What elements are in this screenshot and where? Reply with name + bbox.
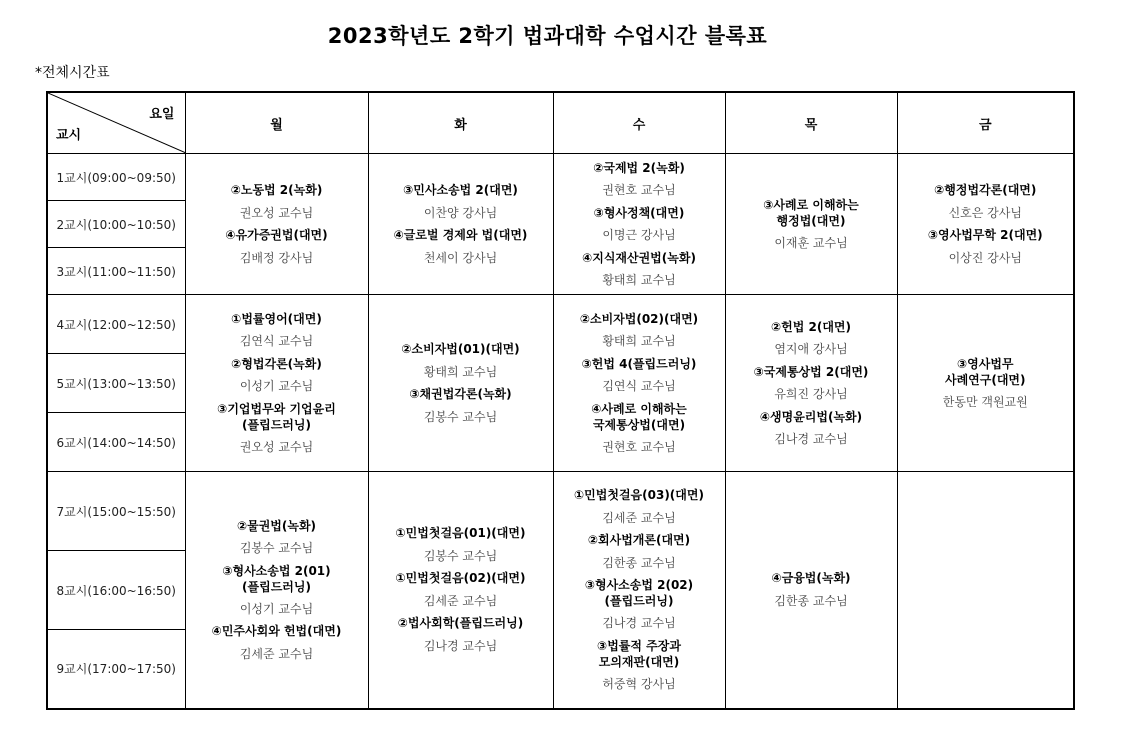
course-name: ③채권법각론(녹화): [409, 387, 512, 401]
instructor-name: 김한종 교수님: [774, 593, 848, 608]
course-name-line1: ③법률적 주장과: [597, 638, 681, 653]
course-name: [898, 353, 1074, 391]
block-cell: [897, 472, 1074, 709]
instructor-name: 이찬양 강사님: [423, 205, 498, 220]
day-header-mon: 월: [185, 92, 368, 154]
block-cell: [725, 472, 897, 709]
period-label: 3교시(11:00~11:50): [47, 248, 185, 295]
course-name: ②소비자법(02)(대면): [579, 311, 699, 326]
course-name: ④금융법(녹화): [771, 571, 851, 586]
day-header-wed: 수: [553, 92, 725, 154]
period-label: 5교시(13:00~13:50): [47, 354, 185, 413]
instructor-name: 김세준 교수님: [602, 510, 676, 525]
page-title: 2023학년도 2학기 법과대학 수업시간 블록표: [327, 24, 768, 48]
block-cell: [368, 154, 553, 295]
course-name: [186, 560, 368, 598]
course-name: ③국제통상법 2(대면): [753, 364, 869, 379]
course-name: ②물권법(녹화): [236, 518, 317, 533]
instructor-name: 김나경 교수님: [423, 638, 498, 653]
course-name: ②행정법각론(대면): [934, 183, 1037, 197]
course-name: ④유가증권법(대면): [225, 228, 328, 242]
block-cell: [725, 154, 897, 295]
instructor-name: 황태희 교수님: [602, 273, 676, 287]
corner-diagonal: [48, 93, 185, 153]
block-cell: [897, 154, 1074, 295]
course-name: ②국제법 2(녹화): [593, 160, 685, 175]
instructor-name: 김봉수 교수님: [423, 548, 498, 563]
instructor-name: 권현호 교수님: [602, 439, 676, 454]
course-name: ①민법첫걸음(03)(대면): [574, 488, 704, 503]
instructor-name: 김한종 교수님: [602, 555, 676, 570]
page-subtitle: *전체시간표: [35, 65, 110, 81]
course-name: [554, 574, 725, 612]
block-cell: [553, 472, 725, 709]
instructor-name: 김연식 교수님: [602, 379, 676, 394]
course-name: ②회사법개론(대면): [587, 533, 691, 548]
instructor-name: 천세이 강사님: [423, 250, 498, 265]
block-cell: [553, 154, 725, 295]
course-name: ③민사소송법 2(대면): [403, 183, 518, 197]
instructor-name: 유희진 강사님: [774, 387, 848, 401]
timetable: [46, 91, 1075, 710]
block-cell: [725, 295, 897, 472]
course-name-line2: 사례연구(대면): [944, 372, 1026, 387]
instructor-name: 김봉수 교수님: [423, 409, 498, 424]
course-name: ①민법첫걸음(01)(대면): [395, 526, 526, 541]
instructor-name: 김나경 교수님: [774, 432, 848, 446]
course-name: ④민주사회와 헌법(대면): [211, 624, 342, 638]
block-cell: [185, 154, 368, 295]
period-row: [47, 295, 1074, 354]
course-name: ②소비자법(01)(대면): [401, 342, 520, 356]
period-label: 4교시(12:00~12:50): [47, 295, 185, 354]
day-header-thu: 목: [725, 92, 897, 154]
course-name-line2: 행정법(대면): [776, 213, 846, 228]
block-cell: [185, 472, 368, 709]
instructor-name: 이성기 교수님: [239, 379, 314, 394]
period-label: 9교시(17:00~17:50): [47, 630, 185, 709]
course-name-line2: 국제통상법(대면): [592, 417, 686, 432]
course-name: ③형사정책(대면): [593, 205, 685, 220]
course-name-line1: ④사례로 이해하는: [591, 401, 687, 416]
block-cell: [368, 472, 553, 709]
course-name-line1: ③영사법무: [956, 356, 1014, 371]
course-name-line1: ③형사소송법 2(01): [222, 563, 331, 578]
block-cell: [368, 295, 553, 472]
instructor-name: 황태희 교수님: [602, 334, 676, 349]
instructor-name: 김봉수 교수님: [239, 541, 314, 555]
instructor-name: 김배정 강사님: [239, 250, 314, 265]
period-label: 2교시(10:00~10:50): [47, 201, 185, 248]
period-row: [47, 154, 1074, 201]
period-label: 7교시(15:00~15:50): [47, 472, 185, 551]
period-row: [47, 472, 1074, 551]
instructor-name: 권오성 교수님: [239, 205, 314, 220]
instructor-name: 김세준 교수님: [239, 646, 314, 661]
day-header-tue: 화: [368, 92, 553, 154]
course-name: ①민법첫걸음(02)(대면): [395, 571, 526, 586]
course-name: ②노동법 2(녹화): [230, 183, 323, 197]
instructor-name: 신호은 강사님: [948, 205, 1022, 220]
course-name: ③헌법 4(플립드러닝): [581, 356, 697, 371]
instructor-name: 이재훈 교수님: [774, 235, 848, 250]
course-name: ②법사회학(플립드러닝): [397, 616, 524, 631]
instructor-name: 이상진 강사님: [948, 250, 1022, 265]
course-name-line2: (플립드러닝): [242, 417, 311, 432]
course-name: ④글로벌 경제와 법(대면): [393, 228, 528, 242]
course-name: [554, 398, 725, 436]
course-name-line1: ③사례로 이해하는: [763, 197, 859, 212]
course-name: ④지식재산권법(녹화): [582, 250, 696, 265]
instructor-name: 한동만 객원교원: [942, 394, 1028, 409]
course-name-line1: ③기업법무와 기업윤리: [217, 401, 336, 416]
course-name: ②형법각론(녹화): [231, 356, 322, 371]
course-name-line2: (플립드러닝): [604, 594, 674, 609]
instructor-name: 염지애 강사님: [774, 342, 848, 356]
period-label: 1교시(09:00~09:50): [47, 154, 185, 201]
instructor-name: 김연식 교수님: [239, 334, 314, 349]
block-cell: [897, 295, 1074, 472]
course-name-line2: 모의재판(대면): [598, 654, 680, 669]
corner-day-label: 요일: [149, 107, 175, 122]
period-label: 8교시(16:00~16:50): [47, 551, 185, 630]
instructor-name: 권현호 교수님: [602, 183, 676, 197]
course-name: [186, 398, 368, 436]
course-name-line1: ③형사소송법 2(02): [584, 578, 694, 593]
instructor-name: 김세준 교수님: [423, 593, 498, 608]
instructor-name: 김나경 교수님: [602, 616, 676, 631]
instructor-name: 황태희 교수님: [423, 364, 498, 379]
course-name: ①법률영어(대면): [231, 311, 322, 326]
instructor-name: 이성기 교수님: [239, 601, 314, 616]
instructor-name: 허중혁 강사님: [602, 676, 676, 691]
course-name: ②헌법 2(대면): [770, 319, 852, 334]
course-name-line2: (플립드러닝): [242, 579, 311, 594]
course-name: [554, 635, 725, 673]
course-name: [726, 194, 897, 232]
block-cell: [185, 295, 368, 472]
block-cell: [553, 295, 725, 472]
corner-period-label: 교시: [56, 128, 82, 143]
course-name: ③영사법무학 2(대면): [927, 228, 1043, 242]
corner-cell: [47, 92, 185, 154]
header-row: [47, 92, 1074, 154]
period-label: 6교시(14:00~14:50): [47, 413, 185, 472]
day-header-fri: 금: [897, 92, 1074, 154]
instructor-name: 권오성 교수님: [239, 439, 314, 454]
instructor-name: 이명근 강사님: [602, 228, 676, 242]
course-name: ④생명윤리법(녹화): [759, 409, 863, 424]
